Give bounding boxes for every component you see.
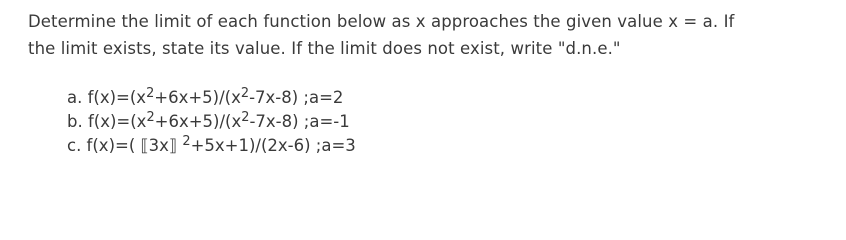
problem-a-prefix: a. f(x)=(x (67, 88, 147, 107)
instructions-line-2: the limit exists, state its value. If the limit does not exist, write "d.n.e." (28, 39, 621, 58)
problem-b-middle: +6x+5)/(x (154, 112, 242, 131)
problem-a-exponent-2: 2 (240, 86, 250, 102)
problem-b-exponent-2: 2 (241, 110, 250, 126)
problem-c-prefix: c. f(x)=( ⟦3x⟧ (67, 136, 183, 155)
problem-a-suffix: -7x-8) ;a=2 (249, 88, 344, 107)
instructions-line-1: Determine the limit of each function below as x approaches the given value x = a. If (28, 12, 735, 31)
problem-b-exponent-1: 2 (146, 110, 155, 126)
problem-b-suffix: -7x-8) ;a=-1 (249, 112, 350, 131)
problem-c-middle: +5x+1)/(2x-6) ;a=3 (190, 136, 356, 155)
problem-c-exponent-1: 2 (182, 134, 191, 150)
problem-a (67, 86, 356, 110)
problem-b-prefix: b. f(x)=(x (67, 112, 147, 131)
problem-list (67, 86, 356, 158)
problem-c (67, 134, 356, 158)
problem-a-exponent-1: 2 (146, 86, 155, 102)
problem-b (67, 110, 356, 134)
problem-a-middle: +6x+5)/(x (154, 88, 241, 107)
instructions-paragraph (28, 8, 828, 62)
